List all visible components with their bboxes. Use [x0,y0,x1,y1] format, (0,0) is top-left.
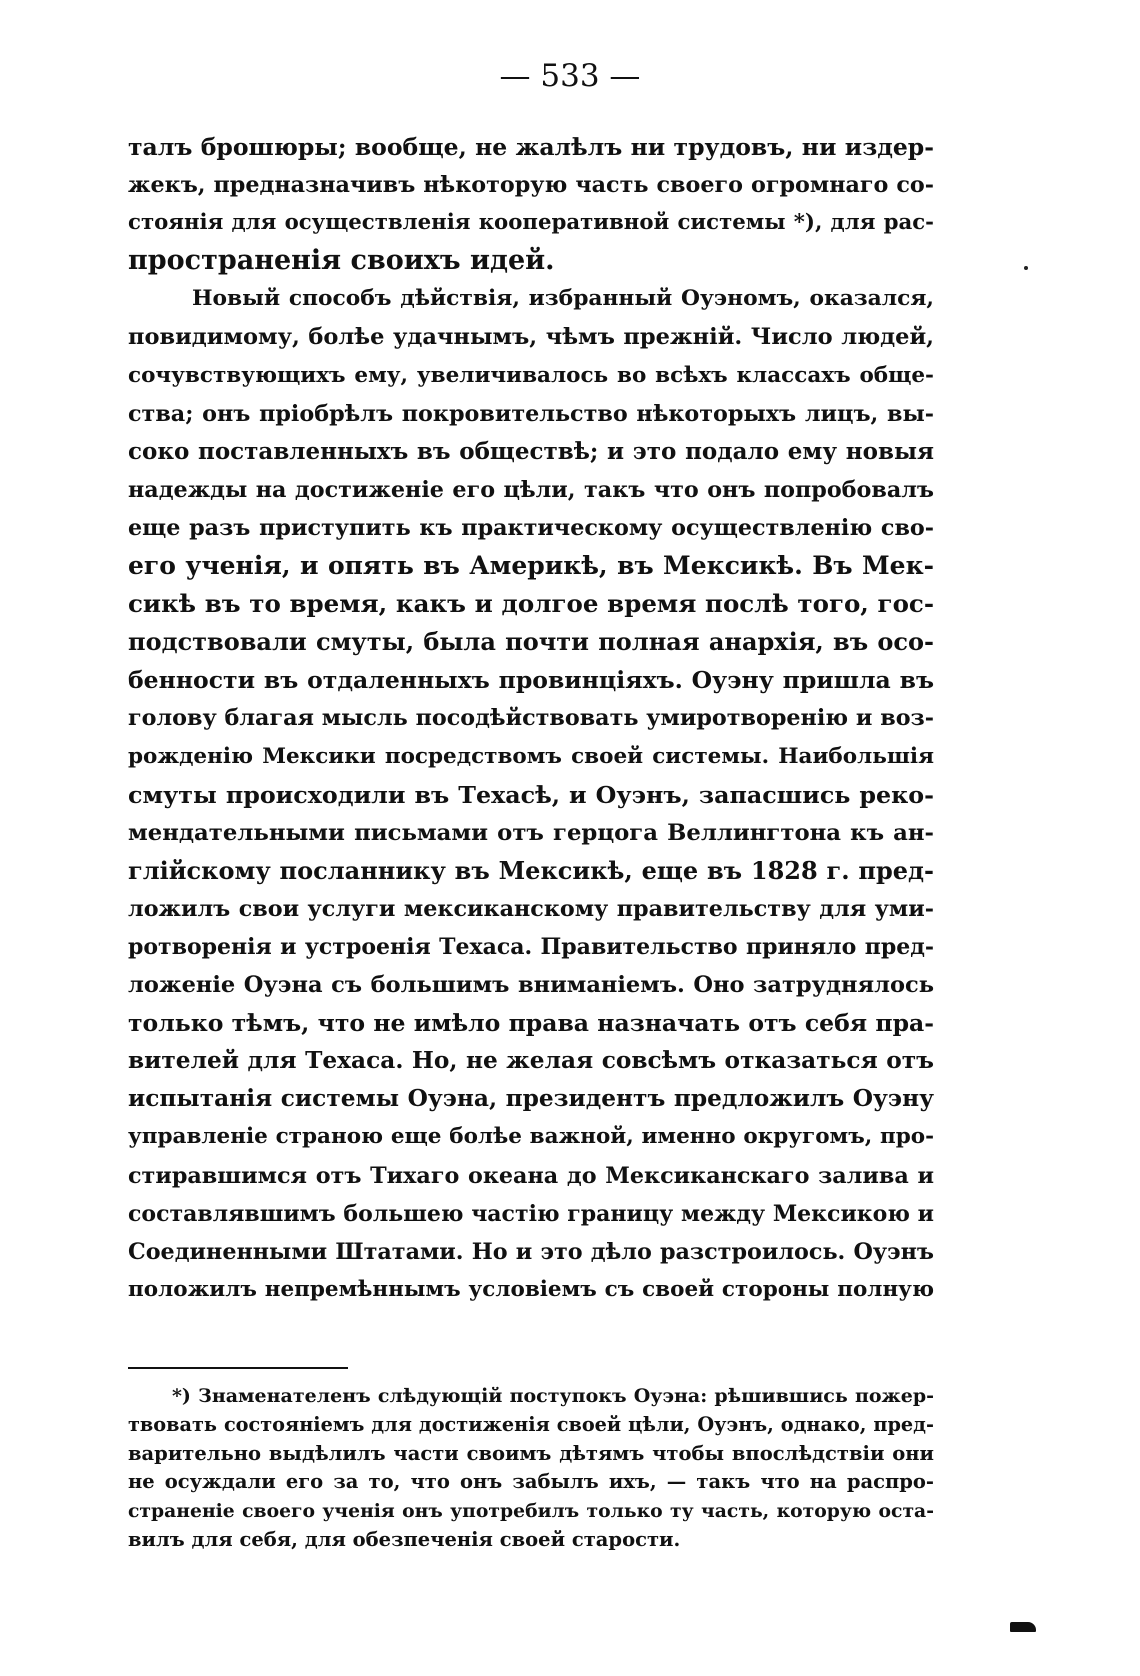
footnote-line: не осуждали его за то, что онъ забылъ ихъ, — такъ что на распро- [128,1470,934,1494]
main-text [128,128,934,1309]
text-line: его ученія, и опять въ Америкѣ, въ Мексикѣ. Въ Мек- [128,551,934,581]
text-line: смуты происходили въ Техасѣ, и Оуэнъ, запасшись реко- [128,780,934,809]
footnote-line: *) Знаменателенъ слѣдующій поступокъ Оуэна: рѣшившись пожер- [172,1385,934,1407]
text-line: стиравшимся отъ Тихаго океана до Мексиканскаго залива и [128,1162,934,1189]
text-line: надежды на достиженіе его цѣли, такъ что онъ попробовалъ [128,476,934,503]
text-line: рожденію Мексики посредствомъ своей системы. Наибольшія [128,743,934,769]
text-line: управленіе страною еще болѣе важной, именно округомъ, про- [128,1124,934,1150]
stray-ink-mark [1010,1622,1036,1632]
text-line: еще разъ приступить къ практическому осуществленію сво- [128,514,934,541]
text-line: стоянія для осуществленія кооперативной системы *), для рас- [128,210,934,236]
text-line: испытанія системы Оуэна, президентъ предложилъ Оуэну [128,1085,934,1113]
stray-ink-dot [1024,266,1028,270]
footnote-line: вилъ для себя, для обезпеченія своей старости. [128,1527,681,1551]
text-line: бенности въ отдаленныхъ провинціяхъ. Оуэну пришла въ [128,666,934,695]
text-line: сикѣ въ то время, какъ и долгое время послѣ того, гос- [128,589,934,619]
text-line: подствовали смуты, была почти полная анархія, въ осо- [128,627,934,657]
footnote [128,1382,934,1555]
text-line: ства; онъ пріобрѣлъ покровительство нѣкоторыхъ лицъ, вы- [128,400,934,427]
text-line: глійскому посланнику въ Мексикѣ, еще въ 1828 г. пред- [128,855,934,885]
text-line: талъ брошюры; вообще, не жалѣлъ ни трудовъ, ни издер- [128,133,934,161]
text-line: положилъ непремѣннымъ условіемъ съ своей стороны полную [128,1276,934,1302]
text-line: ложилъ свои услуги мексиканскому правительству для уми- [128,895,934,922]
text-line: только тѣмъ, что не имѣло права назначать отъ себя пра- [128,1009,934,1038]
text-line: Соединенными Штатами. Но и это дѣло разстроилось. Оуэнъ [128,1238,934,1265]
footnote-divider [128,1367,348,1369]
text-line: жекъ, предназначивъ нѣкоторую часть своего огромнаго со- [128,172,934,199]
footnote-line: варительно выдѣлилъ части своимъ дѣтямъ чтобы впослѣдствіи они [128,1441,934,1465]
footnote-line: твовать состояніемъ для достиженія своей цѣли, Оуэнъ, однако, пред- [128,1412,934,1436]
text-line: Новый способъ дѣйствія, избранный Оуэномъ, оказался, [192,286,934,312]
text-line: составлявшимъ большею частію границу между Мексикою и [128,1200,934,1227]
text-line: сочувствующихъ ему, увеличивалось во всѣхъ классахъ обще- [128,362,934,388]
text-line: голову благая мысль посодѣйствовать умиротворенію и воз- [128,705,934,732]
text-line: мендательными письмами отъ герцога Веллингтона къ ан- [128,819,934,846]
text-line: повидимому, болѣе удачнымъ, чѣмъ прежній. Число людей, [128,324,934,351]
text-line: ротворенія и устроенія Техаса. Правительство приняло пред- [128,933,934,960]
text-line: ложеніе Оуэна съ большимъ вниманіемъ. Оно затруднялось [128,972,934,999]
text-line: соко поставленныхъ въ обществѣ; и это подало ему новыя [128,437,934,465]
footnote-line: страненіе своего ученія онъ употребилъ только ту часть, которую оста- [128,1500,934,1523]
page-number: — 533 — [499,58,641,94]
text-line: пространенія своихъ идей. [128,245,555,277]
text-line: вителей для Техаса. Но, не желая совсѣмъ отказаться отъ [128,1047,934,1075]
